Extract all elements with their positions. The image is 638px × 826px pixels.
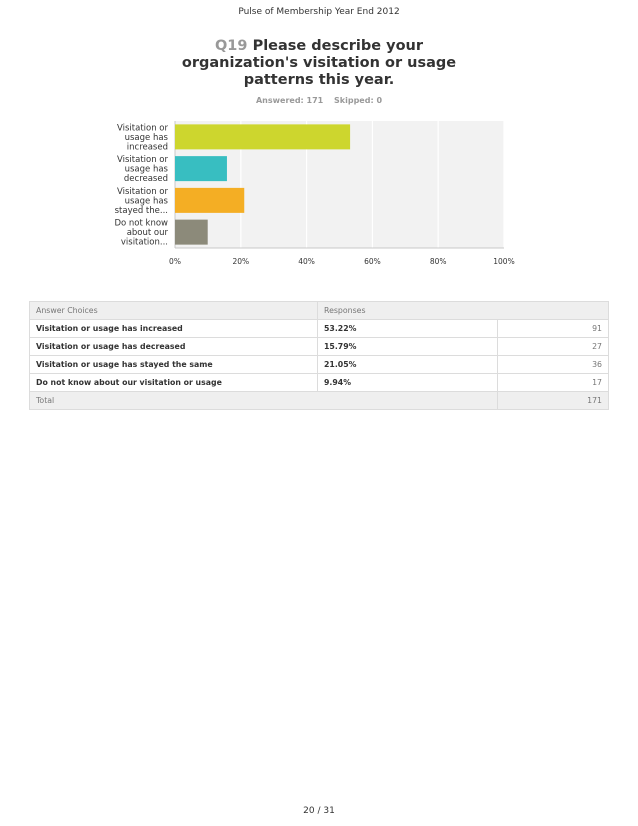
question-meta [160, 96, 478, 105]
row-choice: Do not know about our visitation or usage [30, 374, 318, 392]
row-choice: Visitation or usage has stayed the same [30, 356, 318, 374]
x-tick-label: 0% [169, 257, 181, 266]
header-responses: Responses [318, 302, 609, 320]
table-total-row [30, 392, 609, 410]
table-row [30, 338, 609, 356]
bar [175, 220, 208, 245]
row-count: 36 [498, 356, 609, 374]
x-tick-label: 80% [429, 257, 447, 266]
category-label: Do not know about our visitation... [114, 218, 168, 248]
bar [175, 124, 350, 149]
table-row [30, 356, 609, 374]
row-choice: Visitation or usage has decreased [30, 338, 318, 356]
document-header: Pulse of Membership Year End 2012 [238, 7, 400, 17]
bar [175, 156, 227, 181]
skipped-count: Skipped: 0 [334, 96, 383, 105]
question-text: Please describe your organization's visitation or usage patterns this year. [181, 38, 457, 88]
row-count: 17 [498, 374, 609, 392]
table-row [30, 374, 609, 392]
question-number: Q19 [214, 38, 248, 54]
category-label: Visitation or usage has stayed the... [114, 186, 168, 216]
x-tick-label: 60% [364, 257, 381, 266]
question-title [160, 38, 478, 89]
page-number: 20 / 31 [303, 806, 335, 816]
total-count: 171 [498, 392, 609, 410]
row-percent: 21.05% [318, 356, 498, 374]
total-label: Total [30, 392, 498, 410]
responses-table [29, 301, 609, 410]
x-tick-label: 40% [298, 257, 315, 266]
header-answer-choices: Answer Choices [30, 302, 318, 320]
row-percent: 15.79% [318, 338, 498, 356]
table-header-row [30, 302, 609, 320]
row-choice: Visitation or usage has increased [30, 320, 318, 338]
row-count: 91 [498, 320, 609, 338]
table-row [30, 320, 609, 338]
x-tick-label: 20% [232, 257, 250, 266]
bar [175, 188, 244, 213]
row-count: 27 [498, 338, 609, 356]
category-label: Visitation or usage has decreased [117, 155, 168, 185]
row-percent: 53.22% [318, 320, 498, 338]
x-tick-label: 100% [493, 257, 515, 266]
row-percent: 9.94% [318, 374, 498, 392]
answered-count: Answered: 171 [255, 96, 324, 105]
category-label: Visitation or usage has increased [117, 123, 168, 153]
bar-chart [0, 118, 638, 278]
